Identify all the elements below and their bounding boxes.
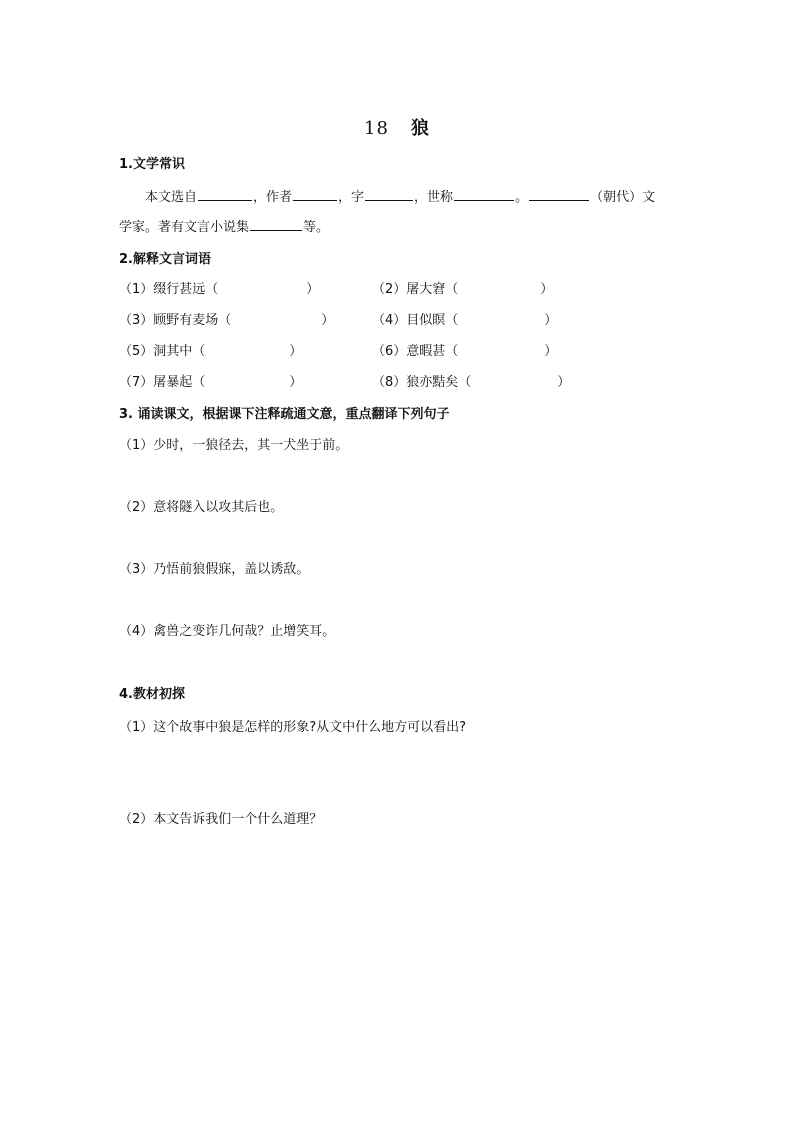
translate-item-3: （3）乃悟前狼假寐，盖以诱敌。 [119,562,310,577]
lesson-number: 18 [364,118,389,139]
translate-item-1: （1）少时，一狼径去，其一犬坐于前。 [119,438,349,453]
section-1-line-1: 本文选自 ，作者 ，字 ，世称 。 （朝代）文 [145,186,655,205]
vocab-item: （2）屠大窘（ ） [372,282,554,297]
question-item-2: （2）本文告诉我们一个什么道理？ [119,812,323,827]
vocab-item: （5）洞其中（ ） [119,344,303,359]
section-1-line-2: 学家。著有文言小说集 等。 [119,216,329,235]
vocab-item: （7）屠暴起（ ） [119,375,303,390]
question-item-1: （1）这个故事中狼是怎样的形象?从文中什么地方可以看出? [119,720,467,735]
blank-author[interactable] [293,187,337,201]
page-title [0,114,794,140]
lesson-title: 狼 [410,118,430,139]
section-2-heading: 2.解释文言词语 [119,252,211,267]
blank-dynasty[interactable] [529,187,589,201]
vocab-item: （1）缀行甚远（ ） [119,282,320,297]
section-4-heading: 4.教材初探 [119,687,185,702]
blank-courtesy-name[interactable] [365,187,413,201]
vocab-item: （4）目似瞑（ ） [372,313,558,328]
section-1-heading: 1.文学常识 [119,157,185,172]
section-3-heading: 3. 诵读课文，根据课下注释疏通文意，重点翻译下列句子 [119,407,450,422]
vocab-item: （3）顾野有麦场（ ） [119,313,335,328]
translate-item-2: （2）意将隧入以攻其后也。 [119,500,284,515]
vocab-item: （6）意暇甚（ ） [372,344,558,359]
blank-collection[interactable] [250,217,302,231]
blank-source[interactable] [198,187,252,201]
vocab-item: （8）狼亦黠矣（ ） [372,375,571,390]
translate-item-4: （4）禽兽之变诈几何哉？止增笑耳。 [119,624,336,639]
blank-epithet[interactable] [454,187,514,201]
